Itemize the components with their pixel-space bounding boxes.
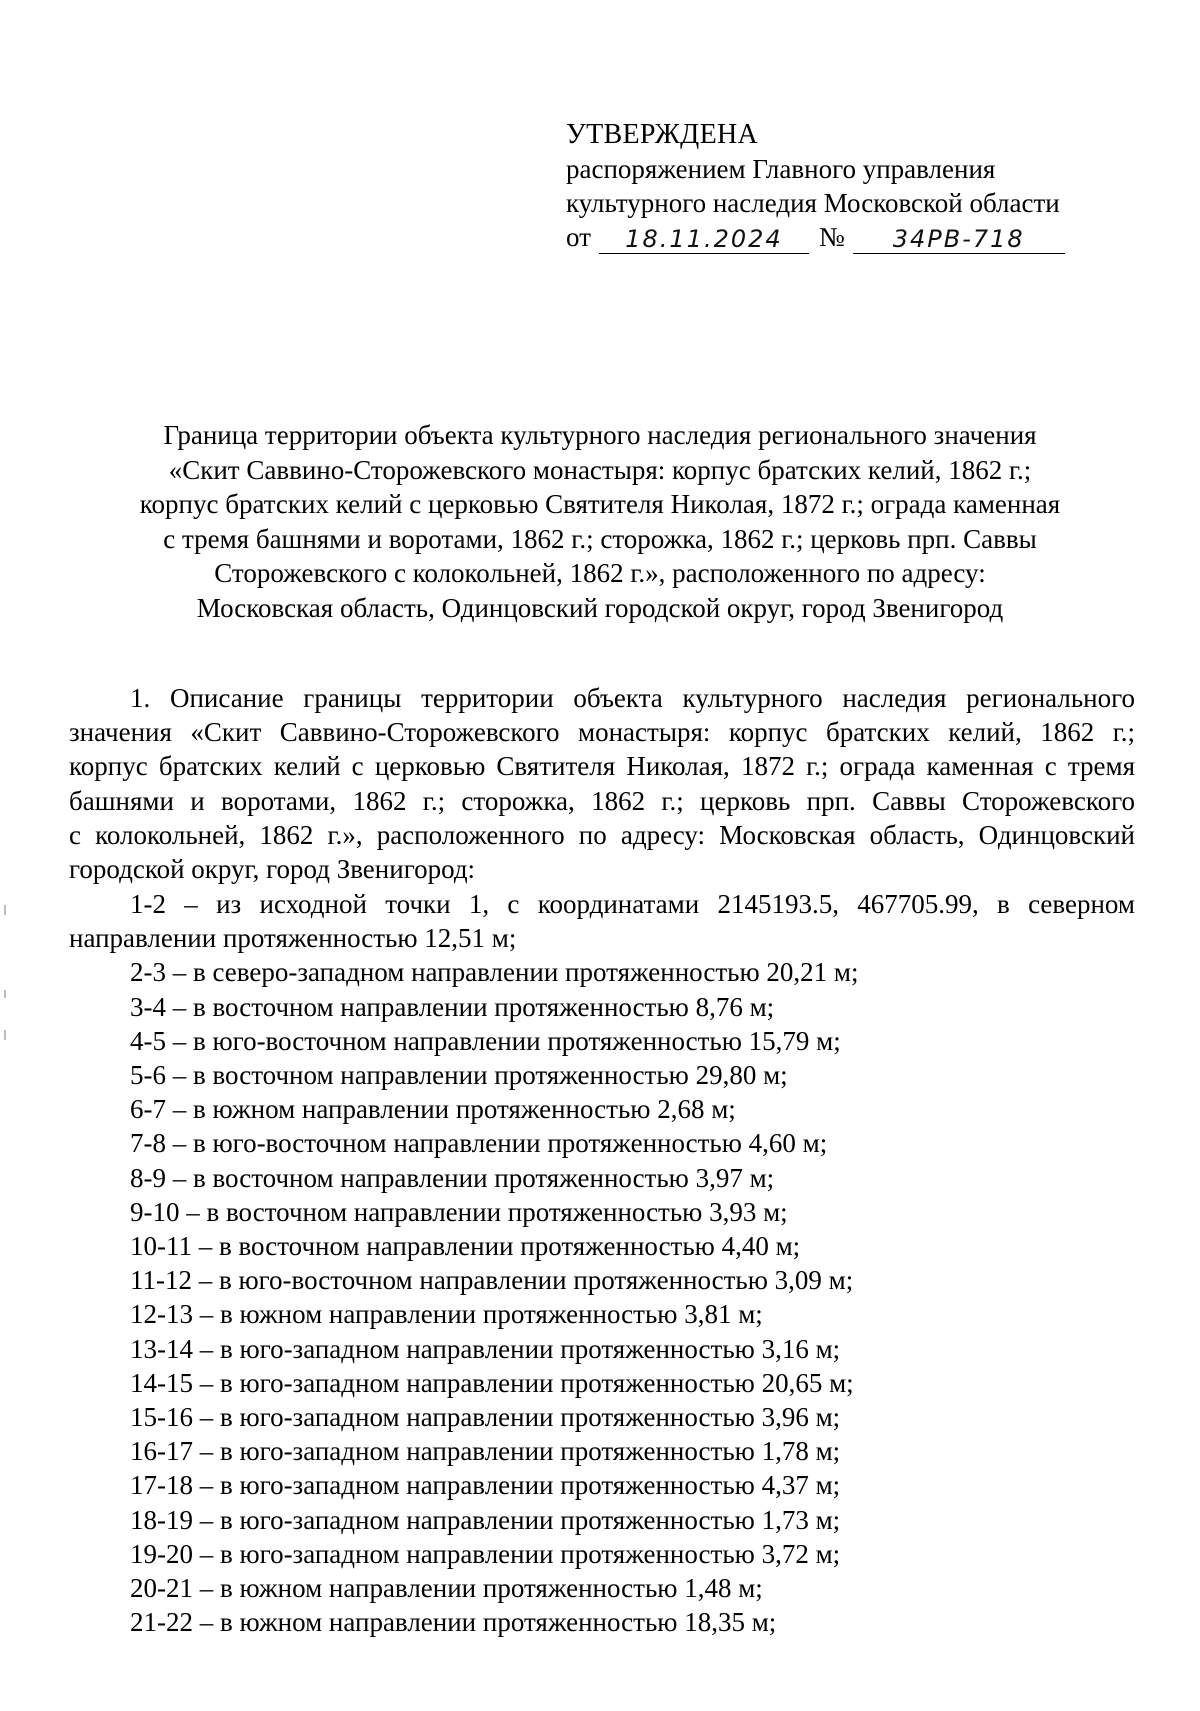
boundary-segments-list	[69, 887, 1135, 1639]
approval-line-2: культурного наследия Московской области	[566, 188, 1060, 218]
heading-line: «Скит Саввино-Сторожевского монастыря: корпус братских келий, 1862 г.;	[168, 454, 1032, 485]
scan-mark	[4, 990, 6, 998]
handwritten-date: 18.11.2024	[599, 225, 809, 254]
approval-title: УТВЕРЖДЕНА	[566, 119, 759, 150]
heading-line: Граница территории объекта культурного наследия регионального значения	[163, 420, 1037, 450]
segment-item: 21-22 – в южном направлении протяженностью 18,35 м;	[130, 1607, 777, 1638]
segment-item: 13-14 – в юго-западном направлении протяженностью 3,16 м;	[130, 1333, 841, 1364]
segment-item-first: 1-2 – из исходной точки 1, с координатами 2145193.5, 467705.99, в северном	[130, 889, 1135, 919]
segment-item: 3-4 – в восточном направлении протяженностью 8,76 м;	[130, 991, 775, 1022]
segment-item: 11-12 – в юго-восточном направлении протяженностью 3,09 м;	[130, 1265, 854, 1296]
paragraph-line: 1. Описание границы территории объекта культурного наследия регионального	[130, 683, 1135, 713]
heading-line: с тремя башнями и воротами, 1862 г.; сторожка, 1862 г.; церковь прп. Саввы	[163, 523, 1037, 554]
scan-mark	[4, 905, 6, 915]
segment-item: 7-8 – в юго-восточном направлении протяженностью 4,60 м;	[130, 1128, 828, 1159]
number-sign: №	[818, 222, 845, 252]
segment-item: 20-21 – в южном направлении протяженностью 1,48 м;	[130, 1573, 763, 1604]
paragraph-line: корпус братских келий с церковью Святителя Николая, 1872 г.; ограда каменная с тремя	[69, 751, 1135, 782]
document-heading	[70, 418, 1130, 625]
scan-mark	[4, 1030, 6, 1040]
segment-item: 8-9 – в восточном направлении протяженностью 3,97 м;	[130, 1162, 775, 1193]
heading-line: Сторожевского с колокольней, 1862 г.», расположенного по адресу:	[214, 558, 986, 588]
segment-item: 2-3 – в северо-западном направлении протяженностью 20,21 м;	[130, 957, 859, 988]
paragraph-line: значения «Скит Саввино-Сторожевского монастыря: корпус братских келий, 1862 г.;	[69, 717, 1135, 748]
paragraph-line: городской округ, город Звенигород:	[69, 854, 476, 885]
approval-block	[566, 118, 1065, 254]
segment-item: 12-13 – в южном направлении протяженностью 3,81 м;	[130, 1299, 763, 1330]
date-prefix: от	[566, 222, 591, 252]
heading-line: Московская область, Одинцовский городской округ, город Звенигород	[196, 592, 1004, 623]
approval-line-1: распоряжением Главного управления	[566, 154, 996, 184]
segment-item: 17-18 – в юго-западном направлении протяженностью 4,37 м;	[130, 1470, 841, 1501]
segment-item: 15-16 – в юго-западном направлении протяженностью 3,96 м;	[130, 1402, 841, 1433]
segment-item: 14-15 – в юго-западном направлении протяженностью 20,65 м;	[130, 1367, 854, 1398]
segment-item: 19-20 – в юго-западном направлении протяженностью 3,72 м;	[130, 1538, 841, 1569]
handwritten-number: 34РВ-718	[853, 225, 1065, 254]
paragraph-line: башнями и воротами, 1862 г.; сторожка, 1862 г.; церковь прп. Саввы Сторожевского	[69, 785, 1135, 816]
segment-item: 5-6 – в восточном направлении протяженностью 29,80 м;	[130, 1060, 788, 1091]
segment-item: 6-7 – в южном направлении протяженностью 2,68 м;	[130, 1094, 736, 1125]
segment-item-first-continuation: направлении протяженностью 12,51 м;	[69, 923, 517, 954]
paragraph-line: с колокольней, 1862 г.», расположенного по адресу: Московская область, Одинцовский	[69, 819, 1135, 850]
segment-item: 4-5 – в юго-восточном направлении протяженностью 15,79 м;	[130, 1025, 841, 1056]
approval-date-row	[566, 220, 1065, 254]
segment-item: 18-19 – в юго-западном направлении протяженностью 1,73 м;	[130, 1504, 841, 1535]
segment-item: 10-11 – в восточном направлении протяженностью 4,40 м;	[130, 1231, 801, 1262]
segment-item: 9-10 – в восточном направлении протяженностью 3,93 м;	[130, 1196, 788, 1227]
segment-item: 16-17 – в юго-западном направлении протяженностью 1,78 м;	[130, 1436, 841, 1467]
heading-line: корпус братских келий с церковью Святителя Николая, 1872 г.; ограда каменная	[139, 489, 1061, 519]
section-1-description	[69, 681, 1135, 886]
